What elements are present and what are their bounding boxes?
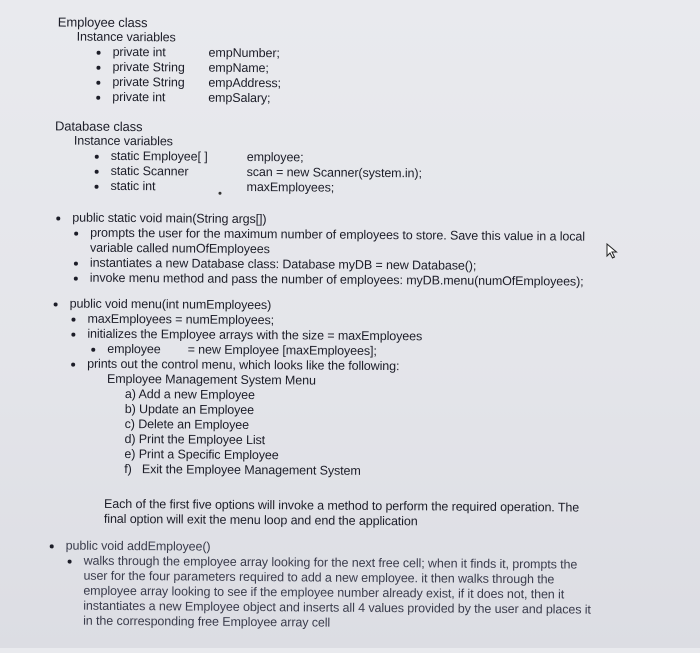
add-line: in the corresponding free Employee array cell <box>83 613 331 630</box>
menu-item: c) Delete an Employee <box>124 416 250 432</box>
employee-class-subtitle: Instance variables <box>76 29 176 45</box>
var-name: empAddress; <box>208 75 281 91</box>
var-name: employee; <box>246 149 304 165</box>
main-line: instantiates a new Database class: Database myDB = new Database(); <box>89 255 477 273</box>
var-type: static Employee[ ] <box>110 148 208 164</box>
employee-var-row <box>112 44 280 61</box>
employee-var-row <box>112 89 271 106</box>
menu-item: e) Print a Specific Employee <box>124 446 279 463</box>
employee-class-title: Employee class <box>57 14 148 31</box>
main-signature: public static void main(String args[]) <box>72 210 267 227</box>
menu-note: Each of the first five options will invoke a method to perform the required operation. The <box>103 496 580 515</box>
add-line: walks through the employee array looking for the next free cell; when it finds it, prompts the <box>83 553 578 572</box>
var-name: empName; <box>208 60 269 76</box>
add-line: instantiates a new Employee object and inserts all 4 values provided by the user and places it <box>83 598 591 617</box>
var-name: scan = new Scanner(system.in); <box>246 164 422 181</box>
database-class-title: Database class <box>54 118 143 135</box>
var-type: private String <box>112 59 185 75</box>
employee-var-row <box>112 74 281 91</box>
menu-line: initializes the Employee arrays with the size = maxEmployees <box>87 326 423 344</box>
var-type: private int <box>112 89 166 105</box>
menu-line: employee = new Employee [maxEmployees]; <box>107 341 377 358</box>
menu-signature: public void menu(int numEmployees) <box>69 296 272 313</box>
var-type: private int <box>112 44 166 60</box>
var-type: static Scanner <box>110 163 189 179</box>
var-name: maxEmployees; <box>246 179 335 195</box>
menu-item: f) Exit the Employee Management System <box>124 461 361 478</box>
employee-var-row <box>112 59 269 76</box>
stray-mark <box>218 192 221 195</box>
database-var-row <box>110 148 304 165</box>
menu-item: b) Update an Employee <box>124 401 255 418</box>
add-signature: public void addEmployee() <box>65 538 211 554</box>
var-name: empSalary; <box>208 90 271 106</box>
menu-line: maxEmployees = numEmployees; <box>87 311 275 328</box>
menu-line: prints out the control menu, which looks like the following: <box>87 356 400 374</box>
main-line: invoke menu method and pass the number of employees: myDB.menu(numOfEmployees); <box>89 270 584 289</box>
menu-note: final option will exit the menu loop and end the application <box>103 511 418 529</box>
add-line: employee array looking to see if the employee number already exist, if it does not, then it <box>83 583 565 602</box>
mouse-pointer-icon <box>606 243 618 259</box>
var-type: static int <box>110 178 156 194</box>
add-line: user for the four parameters required to add a new employee. it then walks through the <box>83 568 555 587</box>
menu-item: d) Print the Employee List <box>124 431 266 448</box>
database-var-row <box>110 163 422 181</box>
menu-title: Employee Management System Menu <box>106 371 316 388</box>
main-line: prompts the user for the maximum number of employees to store. Save this value in a local <box>90 225 586 244</box>
var-name: empNumber; <box>208 45 280 61</box>
database-class-subtitle: Instance variables <box>73 133 173 149</box>
main-line: variable called numOfEmployees <box>90 240 270 257</box>
menu-item: a) Add a new Employee <box>124 386 255 403</box>
var-type: private String <box>112 74 185 90</box>
database-var-row <box>110 178 335 195</box>
